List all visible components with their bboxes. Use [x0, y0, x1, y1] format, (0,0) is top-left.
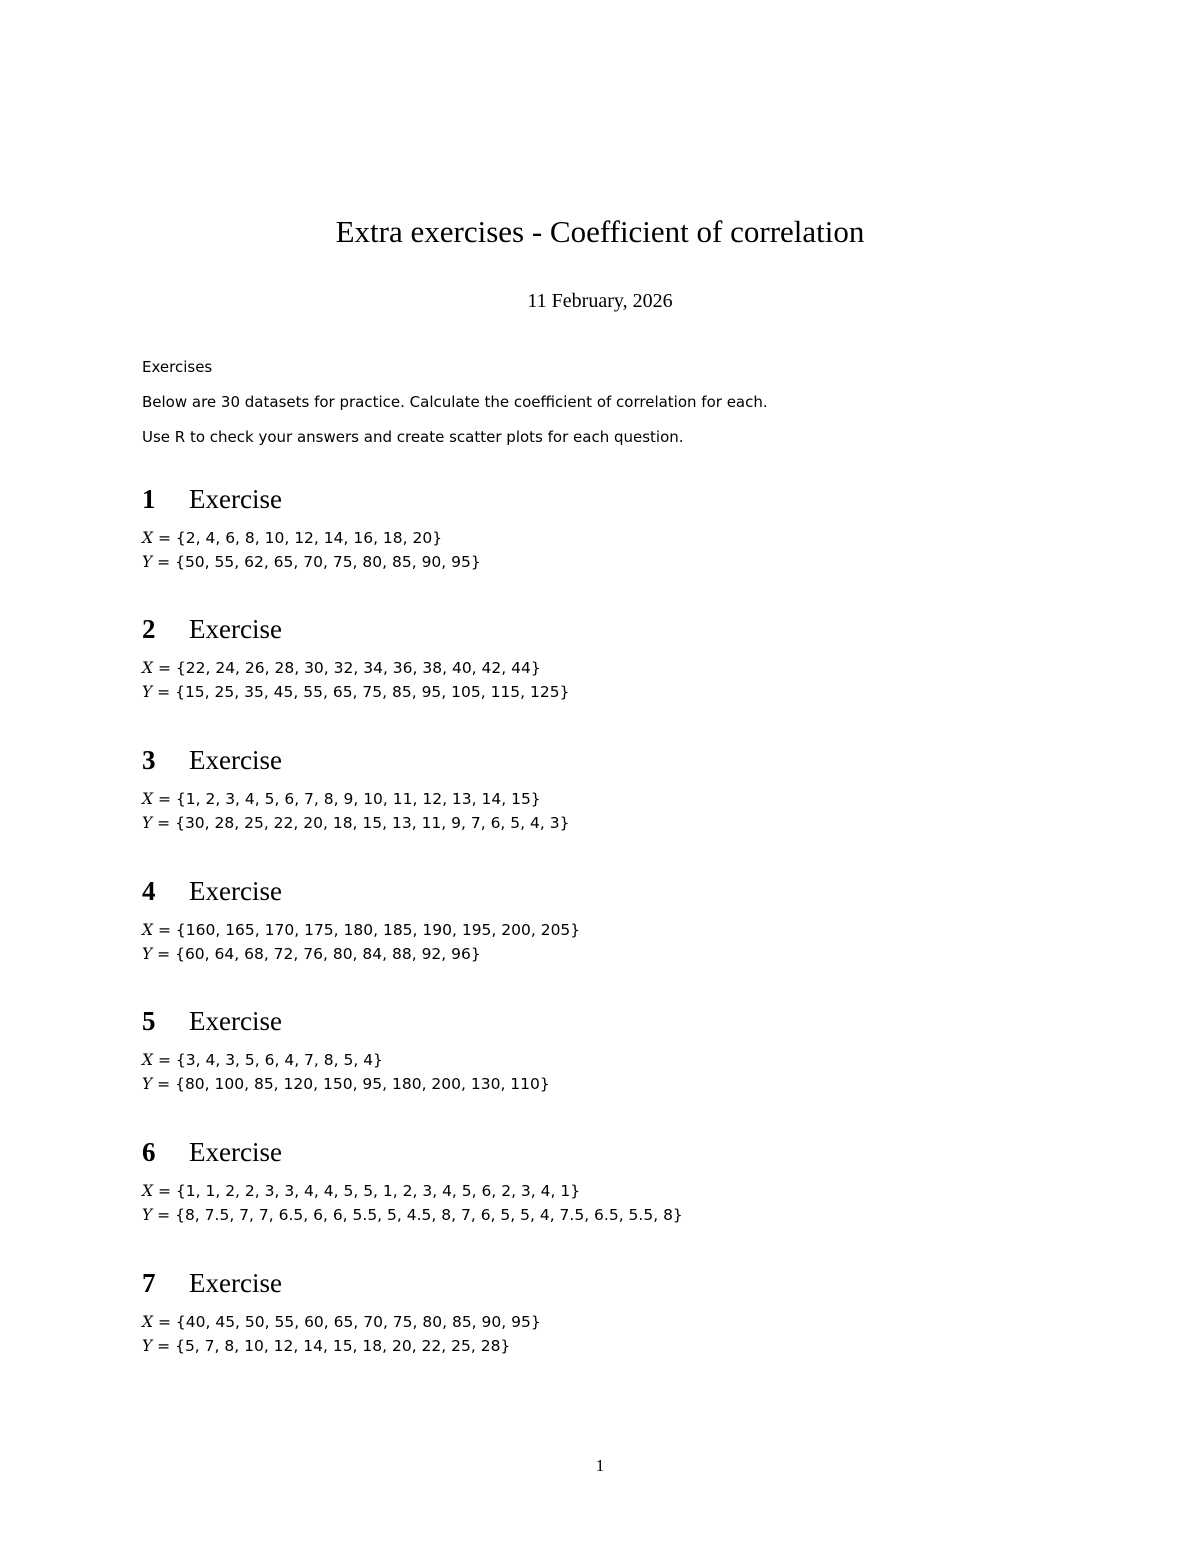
y-dataset	[142, 1203, 1122, 1227]
exercise-section-3	[142, 743, 1122, 835]
x-dataset	[142, 787, 1122, 811]
exercise-number: 1	[142, 484, 156, 514]
x-variable: X	[142, 921, 154, 939]
y-dataset	[142, 550, 1122, 574]
exercise-section-4	[142, 874, 1122, 966]
y-values: = {5, 7, 8, 10, 12, 14, 15, 18, 20, 22, 25, 28}	[157, 1337, 511, 1355]
y-variable: Y	[142, 1337, 153, 1355]
y-values: = {30, 28, 25, 22, 20, 18, 15, 13, 11, 9, 7, 6, 5, 4, 3}	[157, 814, 570, 832]
y-values: = {80, 100, 85, 120, 150, 95, 180, 200, 130, 110}	[157, 1075, 550, 1093]
exercise-section-7	[142, 1266, 1122, 1358]
exercise-title: Exercise	[189, 1268, 282, 1298]
x-values: = {3, 4, 3, 5, 6, 4, 7, 8, 5, 4}	[157, 1051, 383, 1069]
y-dataset	[142, 811, 1122, 835]
y-variable: Y	[142, 945, 153, 963]
x-variable: X	[142, 1051, 154, 1069]
exercise-number: 4	[142, 876, 156, 906]
x-dataset	[142, 1310, 1122, 1334]
exercise-heading	[142, 612, 1122, 646]
document-title: Extra exercises - Coefficient of correlation	[335, 214, 865, 249]
exercise-title: Exercise	[189, 876, 282, 906]
y-variable: Y	[142, 683, 153, 701]
exercise-heading	[142, 1004, 1122, 1038]
x-dataset	[142, 1048, 1122, 1072]
exercise-number: 5	[142, 1006, 156, 1036]
y-variable: Y	[142, 1206, 153, 1224]
y-dataset	[142, 1334, 1122, 1358]
exercise-section-6	[142, 1135, 1122, 1227]
x-values: = {160, 165, 170, 175, 180, 185, 190, 195, 200, 205}	[157, 921, 581, 939]
exercise-title: Exercise	[189, 1006, 282, 1036]
x-dataset	[142, 1179, 1122, 1203]
exercise-section-2	[142, 612, 1122, 704]
y-dataset	[142, 680, 1122, 704]
x-values: = {22, 24, 26, 28, 30, 32, 34, 36, 38, 40, 42, 44}	[157, 659, 541, 677]
x-values: = {1, 2, 3, 4, 5, 6, 7, 8, 9, 10, 11, 12, 13, 14, 15}	[157, 790, 541, 808]
exercise-heading	[142, 1135, 1122, 1169]
document-date: 11 February, 2026	[527, 290, 673, 312]
x-variable: X	[142, 529, 154, 547]
y-variable: Y	[142, 814, 153, 832]
exercise-section-1	[142, 482, 1122, 574]
x-variable: X	[142, 790, 154, 808]
exercise-number: 2	[142, 614, 156, 644]
x-variable: X	[142, 1182, 154, 1200]
x-values: = {2, 4, 6, 8, 10, 12, 14, 16, 18, 20}	[157, 529, 443, 547]
exercise-number: 7	[142, 1268, 156, 1298]
x-values: = {40, 45, 50, 55, 60, 65, 70, 75, 80, 85, 90, 95}	[157, 1313, 541, 1331]
x-dataset	[142, 918, 1122, 942]
intro-instruction: Below are 30 datasets for practice. Calculate the coefficient of correlation for each.	[142, 393, 768, 411]
exercise-heading	[142, 1266, 1122, 1300]
x-variable: X	[142, 1313, 154, 1331]
x-dataset	[142, 656, 1122, 680]
exercise-title: Exercise	[189, 484, 282, 514]
exercise-title: Exercise	[189, 1137, 282, 1167]
exercise-title: Exercise	[189, 614, 282, 644]
exercise-heading	[142, 743, 1122, 777]
exercise-heading	[142, 482, 1122, 516]
x-dataset	[142, 526, 1122, 550]
page-number: 1	[595, 1456, 605, 1475]
intro-heading: Exercises	[142, 358, 213, 376]
exercise-number: 3	[142, 745, 156, 775]
exercise-title: Exercise	[189, 745, 282, 775]
x-variable: X	[142, 659, 154, 677]
y-dataset	[142, 942, 1122, 966]
y-values: = {15, 25, 35, 45, 55, 65, 75, 85, 95, 105, 115, 125}	[157, 683, 570, 701]
exercise-number: 6	[142, 1137, 156, 1167]
y-values: = {60, 64, 68, 72, 76, 80, 84, 88, 92, 96}	[157, 945, 481, 963]
y-variable: Y	[142, 553, 153, 571]
intro-r-note: Use R to check your answers and create scatter plots for each question.	[142, 428, 684, 446]
y-variable: Y	[142, 1075, 153, 1093]
y-values: = {8, 7.5, 7, 7, 6.5, 6, 6, 5.5, 5, 4.5, 8, 7, 6, 5, 5, 4, 7.5, 6.5, 5.5, 8}	[157, 1206, 683, 1224]
exercise-section-5	[142, 1004, 1122, 1096]
exercise-heading	[142, 874, 1122, 908]
x-values: = {1, 1, 2, 2, 3, 3, 4, 4, 5, 5, 1, 2, 3, 4, 5, 6, 2, 3, 4, 1}	[157, 1182, 581, 1200]
y-dataset	[142, 1072, 1122, 1096]
y-values: = {50, 55, 62, 65, 70, 75, 80, 85, 90, 95}	[157, 553, 481, 571]
